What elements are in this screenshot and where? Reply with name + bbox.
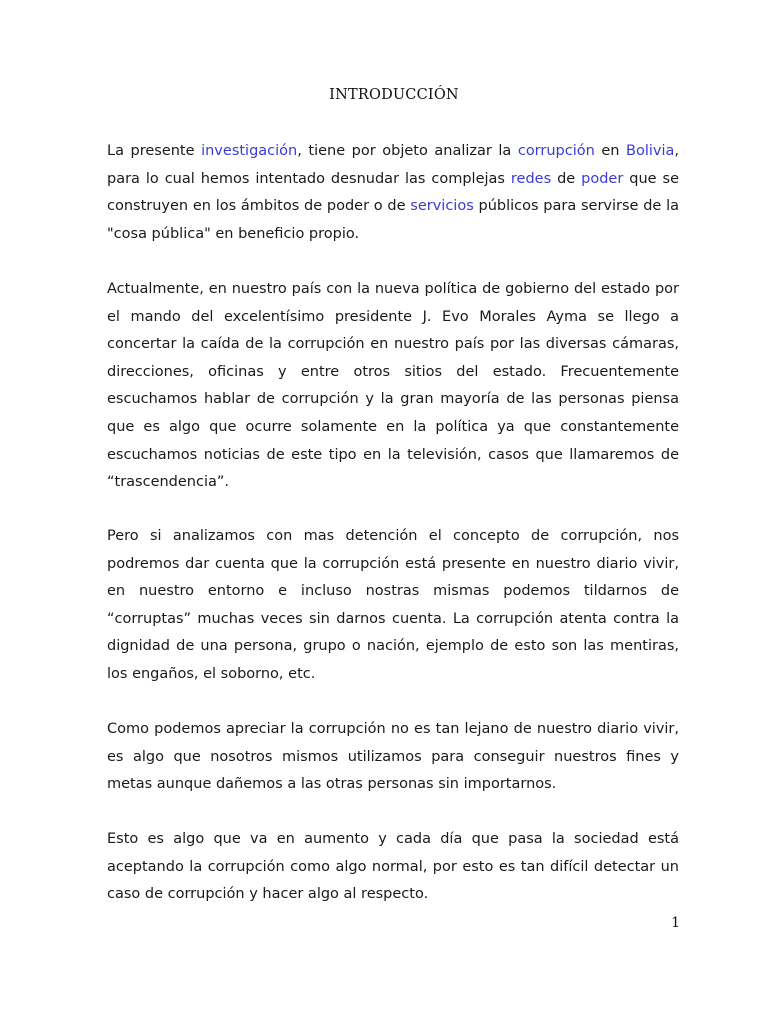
- text-run: Pero si analizamos con mas detención el concepto de corrupción, nos podremos dar cuenta que la corrupción está presente en nuestro diario vivir, en nuestro entorno e incluso nostras mismas podemos tildarnos de “corruptas” muchas veces sin darnos cuenta. La corrupción atenta contra la dignidad de una persona, grupo o nación, ejemplo de esto son las mentiras, los engaños, el soborno, etc.: [107, 528, 679, 682]
- text-run: La presente: [107, 143, 202, 159]
- paragraph-text: [107, 826, 679, 909]
- text-run: , tiene por objeto analizar la: [297, 143, 518, 159]
- hyperlink[interactable]: investigación: [201, 143, 298, 159]
- hyperlink[interactable]: poder: [581, 170, 624, 187]
- text-run: Esto es algo que va en aumento y cada día que pasa la sociedad está aceptando la corrupción como algo normal, por esto es tan difícil detectar un caso de corrupción y hacer algo al respecto.: [107, 831, 679, 903]
- paragraph-2: [107, 276, 679, 497]
- text-run: públicos para servirse de la "cosa pública" en beneficio propio.: [107, 198, 679, 242]
- page-title: INTRODUCCIÓN: [329, 87, 459, 103]
- text-run: que se construyen en los ámbitos de poder o de: [107, 170, 679, 215]
- text-run: en: [594, 143, 627, 159]
- text-run: Como podemos apreciar la corrupción no es tan lejano de nuestro diario vivir, es algo que nosotros mismos utilizamos para conseguir nuestros fines y metas aunque dañemos a las otras personas sin importarnos.: [107, 721, 679, 793]
- paragraph-text: [107, 523, 679, 689]
- text-run: Actualmente, en nuestro país con la nueva política de gobierno del estado por el mando del excelentísimo presidente J. Evo Morales Ayma se llego a concertar la caída de la corrupción en nuestro país por las diversas cámaras, direcciones, oficinas y entre otros sitios del estado. Frecuentemente escuchamos hablar de corrupción y la gran mayoría de las personas piensa que es algo que ocurre solamente en la política ya que constantemente escuchamos noticias de este tipo en la televisión, casos que llamaremos de “trascendencia”.: [107, 281, 679, 491]
- hyperlink[interactable]: corrupción: [517, 143, 595, 159]
- hyperlink[interactable]: servicios: [410, 198, 474, 215]
- hyperlink[interactable]: redes: [510, 170, 552, 187]
- page-number: 1: [671, 915, 680, 931]
- paragraph-4: [107, 716, 679, 799]
- paragraph-1: [107, 138, 679, 248]
- paragraph-text: [107, 716, 679, 799]
- paragraph-text: [107, 138, 679, 248]
- paragraph-3: [107, 523, 679, 689]
- paragraph-text: [107, 276, 679, 497]
- text-run: de: [551, 170, 582, 187]
- hyperlink[interactable]: Bolivia: [626, 143, 675, 159]
- text-run: , para lo cual hemos intentado desnudar las complejas: [107, 143, 679, 187]
- paragraph-5: [107, 826, 679, 909]
